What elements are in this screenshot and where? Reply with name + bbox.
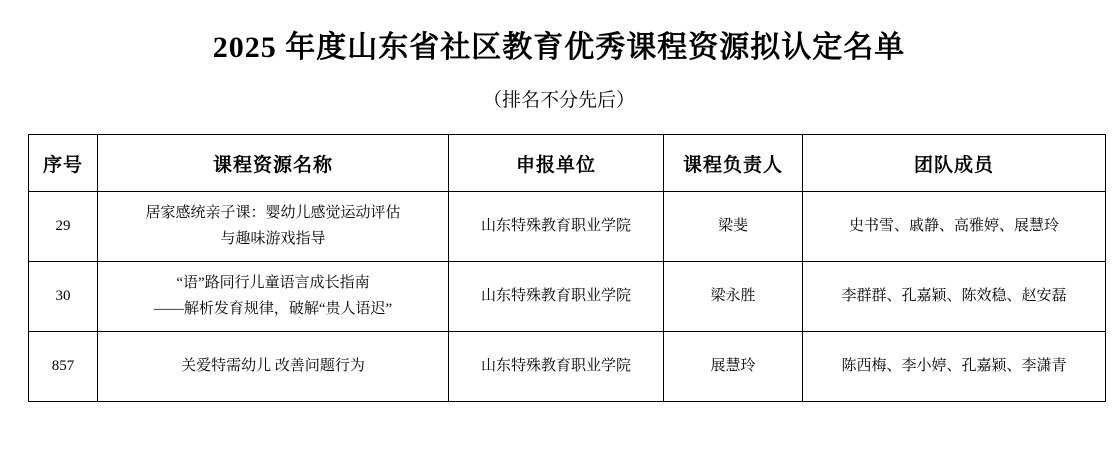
cell-no: 29 bbox=[29, 192, 98, 262]
cell-name-line-2: ——解析发育规律，破解“贵人语迟” bbox=[153, 300, 393, 317]
document-page bbox=[0, 22, 1118, 473]
cell-unit: 山东特殊教育职业学院 bbox=[449, 332, 664, 402]
table-row bbox=[29, 332, 1106, 402]
table-body bbox=[29, 192, 1106, 402]
table-header-row bbox=[29, 135, 1106, 192]
table-container bbox=[0, 134, 1118, 402]
cell-leader: 展慧玲 bbox=[664, 332, 803, 402]
column-header-members: 团队成员 bbox=[803, 135, 1106, 192]
cell-name-line-1: 关爱特需幼儿 改善问题行为 bbox=[181, 357, 365, 374]
column-header-no: 序号 bbox=[29, 135, 98, 192]
cell-members: 史书雪、戚静、高雅婷、展慧玲 bbox=[803, 192, 1106, 262]
table-row bbox=[29, 192, 1106, 262]
table-header bbox=[29, 135, 1106, 192]
cell-name-line-2: 与趣味游戏指导 bbox=[220, 230, 326, 247]
cell-no: 30 bbox=[29, 262, 98, 332]
column-header-unit: 申报单位 bbox=[449, 135, 664, 192]
column-header-name: 课程资源名称 bbox=[98, 135, 449, 192]
cell-leader: 梁永胜 bbox=[664, 262, 803, 332]
cell-name bbox=[98, 262, 449, 332]
course-resource-table bbox=[28, 134, 1106, 402]
cell-name-line-1: “语”路同行儿童语言成长指南 bbox=[176, 275, 370, 291]
cell-unit: 山东特殊教育职业学院 bbox=[449, 262, 664, 332]
column-header-leader: 课程负责人 bbox=[664, 135, 803, 192]
cell-members: 李群群、孔嘉颖、陈效稳、赵安磊 bbox=[803, 262, 1106, 332]
table-row bbox=[29, 262, 1106, 332]
cell-unit: 山东特殊教育职业学院 bbox=[449, 192, 664, 262]
cell-leader: 梁斐 bbox=[664, 192, 803, 262]
cell-name bbox=[98, 192, 449, 262]
cell-members: 陈西梅、李小婷、孔嘉颖、李潇青 bbox=[803, 332, 1106, 402]
cell-no: 857 bbox=[29, 332, 98, 402]
cell-name-line-1: 居家感统亲子课：婴幼儿感觉运动评估 bbox=[145, 205, 401, 221]
page-subtitle: （排名不分先后） bbox=[482, 90, 635, 111]
page-title: 2025 年度山东省社区教育优秀课程资源拟认定名单 bbox=[212, 31, 906, 64]
cell-name bbox=[98, 332, 449, 402]
